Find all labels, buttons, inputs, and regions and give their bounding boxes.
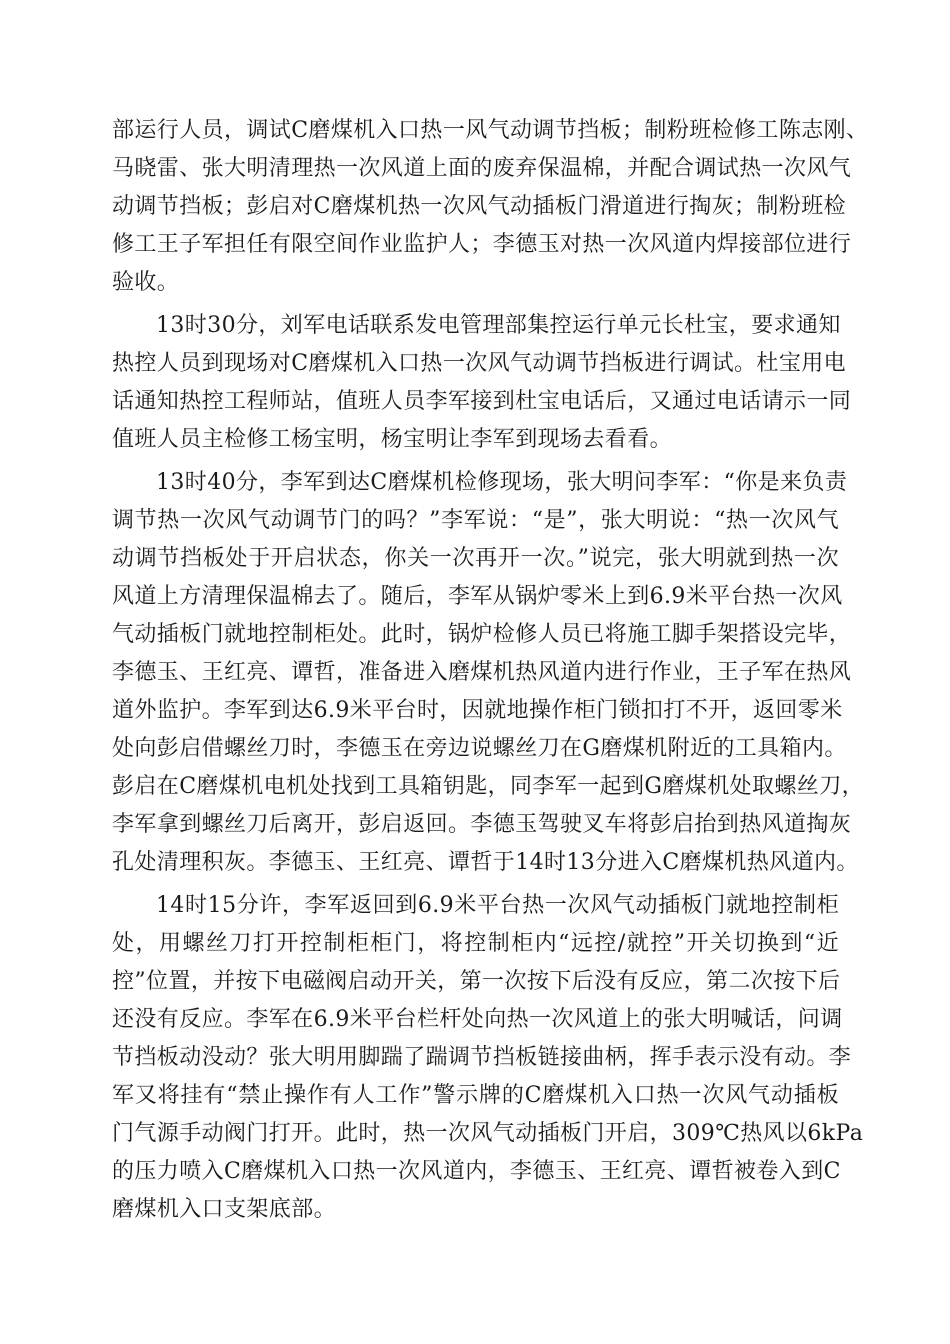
text-line: 李德玉、王红亮、谭哲，准备进入磨煤机热风道内进行作业，王子军在热风 <box>112 660 852 685</box>
text-line: 道外监护。李军到达6.9米平台时，因就地操作柜门锁扣打不开，返回零米 <box>112 698 843 723</box>
text-line: 热控人员到现场对C磨煤机入口热一次风气动调节挡板进行调试。杜宝用电 <box>112 351 847 376</box>
text-line: 的压力喷入C磨煤机入口热一次风道内，李德玉、王红亮、谭哲被卷入到C <box>112 1159 841 1184</box>
text-line: 13时30分，刘军电话联系发电管理部集控运行单元长杜宝，要求通知 <box>156 313 841 338</box>
text-line: 李军拿到螺丝刀后离开，彭启返回。李德玉驾驶叉车将彭启抬到热风道掏灰 <box>112 812 852 837</box>
text-line: 风道上方清理保温棉去了。随后，李军从锅炉零米上到6.9米平台热一次风 <box>112 584 843 609</box>
text-line: 处向彭启借螺丝刀时，李德玉在旁边说螺丝刀在G磨煤机附近的工具箱内。 <box>112 736 847 761</box>
paragraph-3 <box>112 464 865 882</box>
text-line: 话通知热控工程师站，值班人员李军接到杜宝电话后，又通过电话请示一同 <box>112 389 852 414</box>
text-line: 14时15分许，李军返回到6.9米平台热一次风气动插板门就地控制柜 <box>156 893 839 918</box>
text-line: 磨煤机入口支架底部。 <box>112 1197 337 1222</box>
paragraph-4 <box>112 887 864 1229</box>
text-line: 修工王子军担任有限空间作业监护人；李德玉对热一次风道内焊接部位进行 <box>112 232 852 257</box>
text-line: 门气源手动阀门打开。此时，热一次风气动插板门开启，309℃热风以6kPa <box>112 1121 864 1146</box>
paragraph-1 <box>112 112 869 302</box>
text-line: 动调节挡板处于开启状态，你关一次再开一次。”说完，张大明就到热一次 <box>112 546 839 571</box>
text-line: 动调节挡板；彭启对C磨煤机热一次风气动插板门滑道进行掏灰；制粉班检 <box>112 194 847 219</box>
text-line: 彭启在C磨煤机电机处找到工具箱钥匙，同李军一起到G磨煤机处取螺丝刀， <box>112 774 865 799</box>
text-line: 验收。 <box>112 270 180 295</box>
text-line: 值班人员主检修工杨宝明，杨宝明让李军到现场去看看。 <box>112 427 673 452</box>
text-line: 马晓雷、张大明清理热一次风道上面的废弃保温棉，并配合调试热一次风气 <box>112 156 852 181</box>
text-line: 部运行人员，调试C磨煤机入口热一风气动调节挡板；制粉班检修工陈志刚、 <box>112 118 869 143</box>
text-line: 军又将挂有“禁止操作有人工作”警示牌的C磨煤机入口热一次风气动插板 <box>112 1083 839 1108</box>
text-line: 气动插板门就地控制柜处。此时，锅炉检修人员已将施工脚手架搭设完毕， <box>112 622 852 647</box>
text-line: 处，用螺丝刀打开控制柜柜门，将控制柜内“远控/就控”开关切换到“近 <box>112 931 839 956</box>
text-line: 13时40分，李军到达C磨煤机检修现场，张大明问李军：“你是来负责 <box>156 470 848 495</box>
document-body <box>112 112 869 1234</box>
text-line: 控”位置，并按下电磁阀启动开关，第一次按下后没有反应，第二次按下后 <box>112 969 841 994</box>
text-line: 节挡板动没动？张大明用脚踹了踹调节挡板链接曲柄，挥手表示没有动。李 <box>112 1045 852 1070</box>
paragraph-2 <box>112 307 852 459</box>
text-line: 调节热一次风气动调节门的吗？”李军说：“是”，张大明说：“热一次风气 <box>112 508 839 533</box>
text-line: 孔处清理积灰。李德玉、王红亮、谭哲于14时13分进入C磨煤机热风道内。 <box>112 850 859 875</box>
text-line: 还没有反应。李军在6.9米平台栏杆处向热一次风道上的张大明喊话，问调 <box>112 1007 843 1032</box>
